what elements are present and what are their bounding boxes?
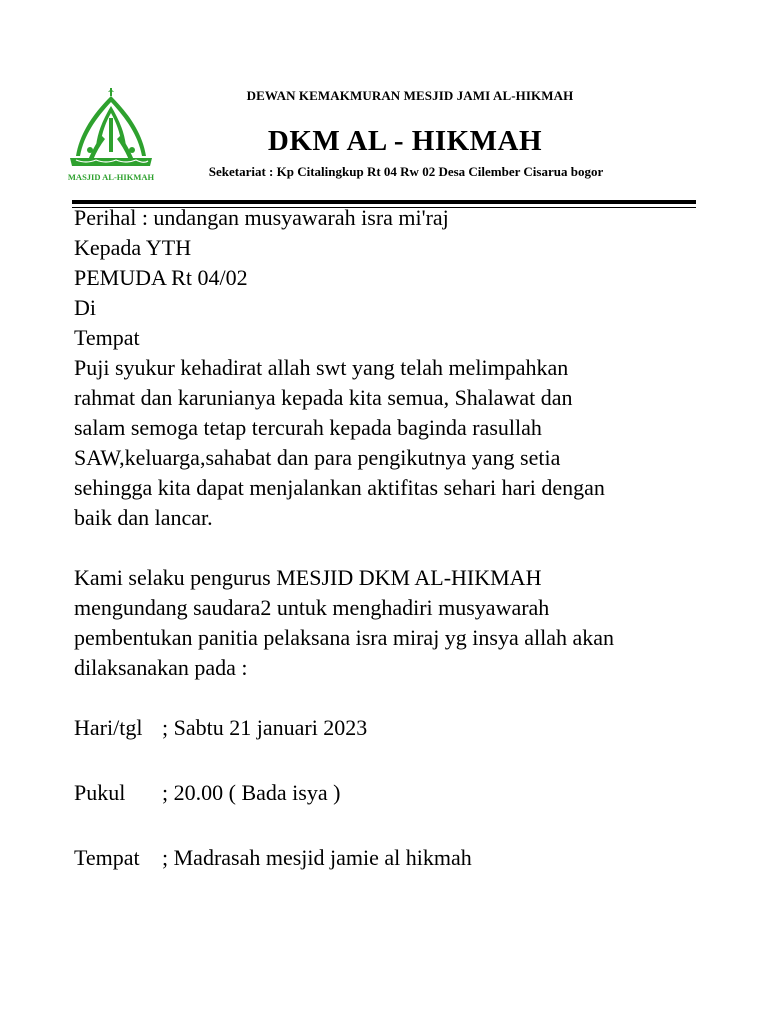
- detail-spacer: [74, 808, 724, 843]
- event-date-value: ; Sabtu 21 januari 2023: [162, 715, 368, 740]
- recipient-place: Tempat: [74, 325, 140, 350]
- logo-caption: MASJID AL-HIKMAH: [67, 172, 155, 182]
- event-time-row: [74, 778, 724, 808]
- event-place-label: Tempat: [74, 845, 140, 870]
- secretariat-address: Seketariat : Kp Citalingkup Rt 04 Rw 02 Desa Cilember Cisarua bogor: [208, 164, 604, 179]
- invitation-line: pembentukan panitia pelaksana isra miraj yg insya allah akan: [74, 625, 615, 650]
- invitation-line: Kami selaku pengurus MESJID DKM AL-HIKMAH: [74, 565, 542, 590]
- recipient-di: Di: [74, 295, 96, 320]
- invitation-line: dilaksanakan pada :: [74, 655, 248, 680]
- addressee-greeting: Kepada YTH: [74, 235, 192, 260]
- opening-line: Puji syukur kehadirat allah swt yang telah melimpahkan: [74, 355, 569, 380]
- event-date-row: [74, 713, 724, 743]
- invitation-paragraph: [74, 563, 724, 683]
- event-place-row: [74, 843, 724, 873]
- invitation-line: mengundang saudara2 untuk menghadiri musyawarah: [74, 595, 550, 620]
- paragraph-spacer: [74, 533, 724, 563]
- letterhead-title: DKM AL - HIKMAH: [267, 125, 543, 157]
- subject-line: Perihal : undangan musyawarah isra mi'raj: [74, 205, 449, 230]
- detail-spacer: [74, 743, 724, 778]
- opening-line: salam semoga tetap tercurah kepada baginda rasullah: [74, 415, 542, 440]
- event-time-label: Pukul: [74, 780, 126, 805]
- opening-paragraph: [74, 353, 724, 533]
- paragraph-spacer: [74, 683, 724, 713]
- opening-line: rahmat dan karunianya kepada kita semua, Shalawat dan: [74, 385, 573, 410]
- event-place-value: ; Madrasah mesjid jamie al hikmah: [162, 845, 472, 870]
- org-name-line: DEWAN KEMAKMURAN MESJID JAMI AL-HIKMAH: [246, 88, 574, 103]
- event-time-value: ; 20.00 ( Bada isya ): [162, 780, 341, 805]
- letter-body: [74, 203, 724, 873]
- event-date-label: Hari/tgl: [74, 715, 143, 740]
- opening-line: sehingga kita dapat menjalankan aktifitas sehari hari dengan: [74, 475, 605, 500]
- recipient-name: PEMUDA Rt 04/02: [74, 265, 248, 290]
- opening-line: SAW,keluarga,sahabat dan para pengikutnya yang setia: [74, 445, 561, 470]
- opening-line: baik dan lancar.: [74, 505, 213, 530]
- letterhead: [0, 0, 768, 200]
